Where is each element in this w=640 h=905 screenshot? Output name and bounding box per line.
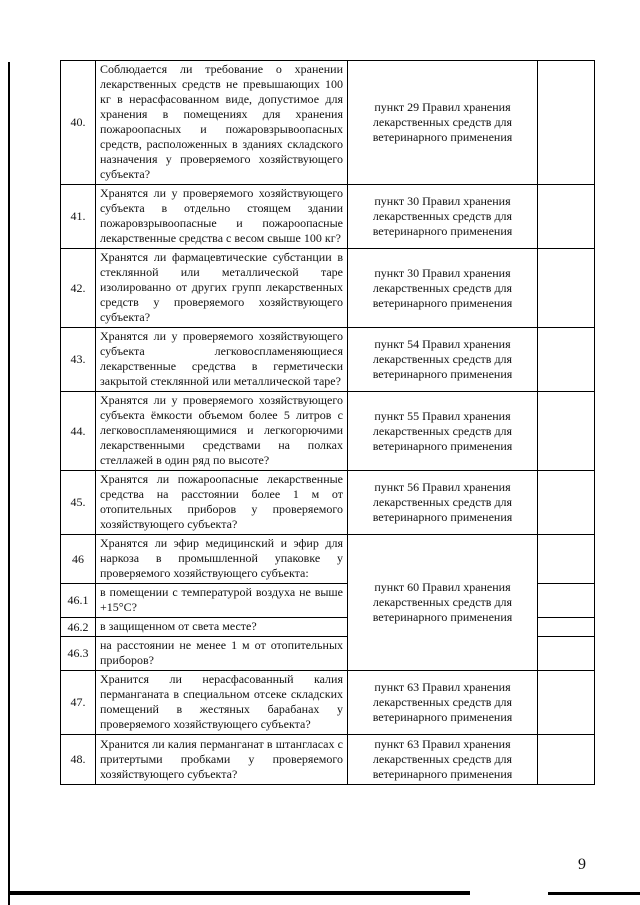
scan-artifact-bottom-line	[8, 891, 470, 895]
question-cell: Соблюдается ли требование о хранении лекарственных средств не превышающих 100 кг в нерасфасованном виде, допустимое для хранения в помещениях для хранения пожароопасных и пожаровзрывоопасных средств, расположенных в зданиях складского назначения у проверяемого хозяйствующего субъекта?	[96, 61, 348, 185]
question-cell: Хранится ли нерасфасованный калия перманганата в специальном отсеке складских помещений в жестяных барабанах у проверяемого хозяйствующего субъекта?	[96, 671, 348, 735]
reference-cell: пункт 54 Правил хранения лекарственных средств для ветеринарного применения	[348, 328, 538, 392]
question-cell: Хранится ли калия перманганат в штангласах с притертыми пробками у проверяемого хозяйствующего субъекта?	[96, 735, 348, 785]
answer-cell	[538, 637, 595, 671]
question-cell: Хранятся ли пожароопасные лекарственные средства на расстоянии более 1 м от отопительных приборов у проверяемого хозяйствующего субъекта?	[96, 471, 348, 535]
question-cell: Хранятся ли у проверяемого хозяйствующего субъекта легковоспламеняющиеся лекарственные средства в герметически закрытой стеклянной или металлической таре?	[96, 328, 348, 392]
table-row	[61, 185, 595, 249]
reference-cell: пункт 55 Правил хранения лекарственных средств для ветеринарного применения	[348, 392, 538, 471]
question-cell: на расстоянии не менее 1 м от отопительных приборов?	[96, 637, 348, 671]
table-row	[61, 535, 595, 584]
reference-cell: пункт 63 Правил хранения лекарственных средств для ветеринарного применения	[348, 735, 538, 785]
reference-cell: пункт 29 Правил хранения лекарственных средств для ветеринарного применения	[348, 61, 538, 185]
page-number: 9	[578, 856, 586, 873]
row-number: 47.	[61, 671, 96, 735]
table-row	[61, 471, 595, 535]
scan-artifact-left-edge	[8, 62, 10, 905]
row-number: 41.	[61, 185, 96, 249]
table-row	[61, 392, 595, 471]
row-number: 48.	[61, 735, 96, 785]
table-row	[61, 671, 595, 735]
row-number: 42.	[61, 249, 96, 328]
reference-cell: пункт 56 Правил хранения лекарственных средств для ветеринарного применения	[348, 471, 538, 535]
table-row	[61, 735, 595, 785]
scan-artifact-bottom-line-right	[548, 892, 640, 895]
row-number: 46.1	[61, 584, 96, 618]
question-cell: Хранятся ли у проверяемого хозяйствующего субъекта в отдельно стоящем здании пожаровзрывоопасные и пожароопасные лекарственные средства с весом свыше 100 кг?	[96, 185, 348, 249]
row-number: 46.2	[61, 618, 96, 637]
table-row	[61, 328, 595, 392]
question-cell: Хранятся ли фармацевтические субстанции в стеклянной или металлической таре изолированно от других групп лекарственных средств у проверяемого хозяйствующего субъекта?	[96, 249, 348, 328]
reference-cell: пункт 60 Правил хранения лекарственных средств для ветеринарного применения	[348, 535, 538, 671]
row-number: 46.3	[61, 637, 96, 671]
answer-cell	[538, 392, 595, 471]
answer-cell	[538, 584, 595, 618]
reference-cell: пункт 63 Правил хранения лекарственных средств для ветеринарного применения	[348, 671, 538, 735]
question-cell: в защищенном от света месте?	[96, 618, 348, 637]
answer-cell	[538, 618, 595, 637]
row-number: 46	[61, 535, 96, 584]
question-cell: Хранятся ли у проверяемого хозяйствующего субъекта ёмкости объемом более 5 литров с легковоспламеняющимися и легкогорючими лекарственными средствами на полках стеллажей в один ряд по высоте?	[96, 392, 348, 471]
table-row	[61, 249, 595, 328]
answer-cell	[538, 671, 595, 735]
row-number: 40.	[61, 61, 96, 185]
reference-cell: пункт 30 Правил хранения лекарственных средств для ветеринарного применения	[348, 185, 538, 249]
answer-cell	[538, 61, 595, 185]
answer-cell	[538, 185, 595, 249]
answer-cell	[538, 471, 595, 535]
row-number: 44.	[61, 392, 96, 471]
checklist-table	[60, 60, 595, 785]
answer-cell	[538, 535, 595, 584]
answer-cell	[538, 735, 595, 785]
reference-cell: пункт 30 Правил хранения лекарственных средств для ветеринарного применения	[348, 249, 538, 328]
row-number: 45.	[61, 471, 96, 535]
question-cell: в помещении с температурой воздуха не выше +15°С?	[96, 584, 348, 618]
answer-cell	[538, 328, 595, 392]
answer-cell	[538, 249, 595, 328]
table-row	[61, 61, 595, 185]
row-number: 43.	[61, 328, 96, 392]
question-cell: Хранятся ли эфир медицинский и эфир для наркоза в промышленной упаковке у проверяемого хозяйствующего субъекта:	[96, 535, 348, 584]
